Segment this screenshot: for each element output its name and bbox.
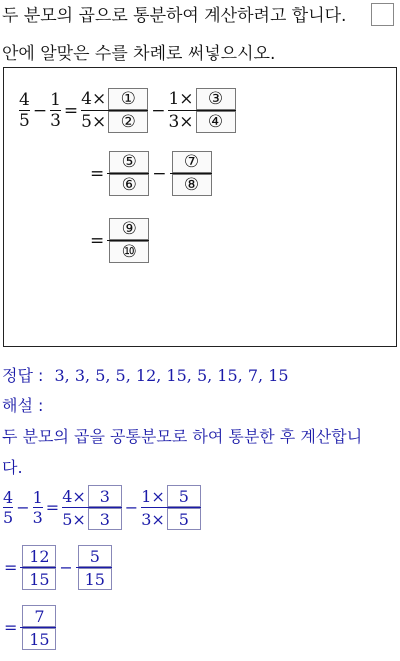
- fraction-4-5: [19, 90, 30, 131]
- denominator: 3: [32, 508, 43, 528]
- equation-row-1: [18, 88, 237, 133]
- minus-sign: −: [151, 100, 166, 121]
- fraction-1-3: [33, 488, 43, 527]
- result-fraction-1: [107, 151, 149, 196]
- problem-box: [3, 67, 397, 347]
- fraction-1-3: [50, 90, 61, 131]
- filled-blank-8: 15: [78, 568, 112, 590]
- explanation-line-2: 다.: [2, 458, 23, 477]
- blank-1: ①: [108, 88, 148, 110]
- question-line-1: 두 분모의 곱으로 통분하여 계산하려고 합니다.: [2, 6, 347, 26]
- equals-sign: =: [63, 100, 79, 121]
- minus-sign: −: [16, 498, 30, 518]
- multiplier-text: 3×: [141, 509, 165, 529]
- equals-sign: =: [90, 230, 105, 251]
- blank-3: ③: [196, 88, 236, 110]
- blank-7: ⑦: [172, 151, 212, 173]
- minus-sign: −: [59, 558, 73, 578]
- equals-sign: =: [90, 163, 105, 184]
- result-fraction-2: [170, 151, 212, 196]
- equation-row-3: [88, 218, 150, 263]
- explanation-line-1: 두 분모의 곱을 공통분모로 하여 통분한 후 계산합니: [2, 427, 363, 446]
- blank-2: ②: [108, 111, 148, 133]
- multiplier-text: 3×: [168, 112, 194, 133]
- answer-line: [2, 363, 289, 386]
- numerator: 4: [3, 488, 14, 507]
- filled-blank-4: 5: [167, 508, 201, 530]
- result-fraction-2: [76, 545, 112, 590]
- multiplier-text: 4×: [81, 89, 107, 109]
- filled-blank-5: 12: [22, 545, 56, 567]
- equals-sign: =: [4, 558, 18, 578]
- equation-row-2: [88, 151, 213, 196]
- numerator: 1: [32, 488, 43, 507]
- denominator: 5: [19, 111, 30, 132]
- denominator: 5: [3, 508, 14, 528]
- filled-blank-1: 3: [88, 485, 122, 507]
- expanded-fraction-1: [81, 88, 148, 133]
- solution-row-2: [2, 545, 113, 590]
- minus-sign: −: [32, 100, 48, 121]
- multiplier-text: 5×: [81, 112, 107, 133]
- expanded-fraction-2: [168, 88, 235, 133]
- blank-5: ⑤: [109, 151, 149, 173]
- expanded-fraction-1: [62, 485, 122, 530]
- minus-sign: −: [152, 163, 167, 184]
- multiplier-text: 1×: [168, 89, 194, 109]
- answer-values: 3, 3, 5, 5, 12, 15, 5, 15, 7, 15: [54, 366, 289, 385]
- final-fraction: [107, 218, 149, 263]
- fraction-4-5: [3, 488, 13, 527]
- filled-blank-9: 7: [22, 605, 56, 627]
- filled-blank-6: 15: [22, 568, 56, 590]
- minus-sign: −: [124, 498, 139, 518]
- blank-4: ④: [196, 111, 236, 133]
- multiplier-text: 1×: [141, 486, 165, 506]
- multiplier-text: 5×: [62, 509, 86, 529]
- question-line-2: 안에 알맞은 수를 차례로 써넣으시오.: [2, 44, 276, 64]
- final-fraction: [20, 605, 56, 650]
- blank-6: ⑥: [109, 174, 149, 196]
- blank-9: ⑨: [109, 218, 149, 240]
- answer-label: 정답 :: [2, 366, 44, 385]
- explanation-label: 해설 :: [2, 396, 44, 415]
- numerator: 1: [50, 90, 61, 110]
- numerator: 4: [19, 90, 30, 110]
- solution-row-1: [2, 485, 202, 530]
- equals-sign: =: [4, 618, 18, 638]
- blank-8: ⑧: [172, 174, 212, 196]
- solution-row-3: [2, 605, 57, 650]
- multiplier-text: 4×: [62, 486, 86, 506]
- filled-blank-2: 3: [88, 508, 122, 530]
- denominator: 3: [50, 111, 61, 132]
- filled-blank-10: 15: [22, 628, 56, 650]
- equals-sign: =: [45, 498, 60, 518]
- filled-blank-7: 5: [78, 545, 112, 567]
- blank-10: ⑩: [109, 241, 149, 263]
- filled-blank-3: 5: [167, 485, 201, 507]
- result-fraction-1: [20, 545, 56, 590]
- answer-input-box[interactable]: [371, 3, 394, 26]
- expanded-fraction-2: [141, 485, 201, 530]
